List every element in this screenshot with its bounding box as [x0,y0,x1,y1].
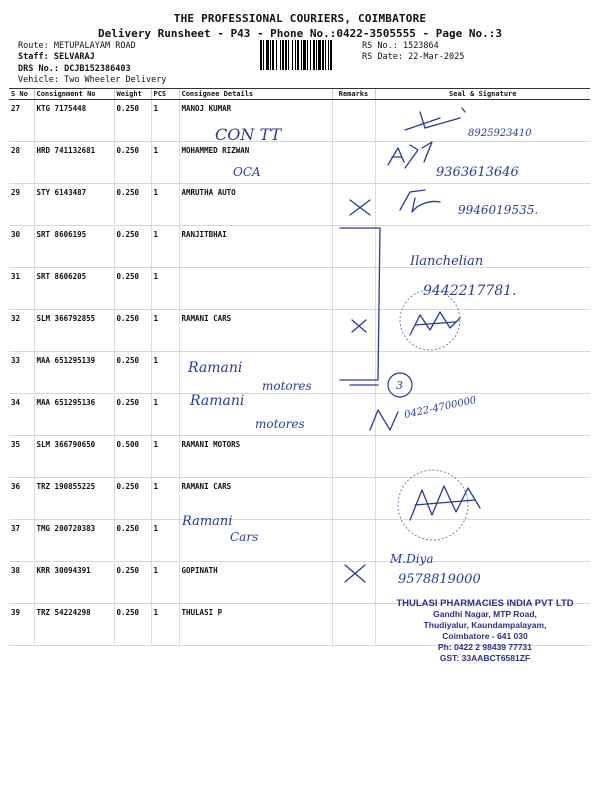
seal-signature-cell [375,352,590,394]
weight-cell: 0.250 [114,142,151,184]
consignment-cell: TRZ 54224298 [34,604,114,646]
weight-cell: 0.250 [114,352,151,394]
seal-signature-cell [375,142,590,184]
runsheet-title: Delivery Runsheet - P43 - Phone No.:0422-3505555 - Page No.:3 [98,27,502,40]
barcode [260,40,353,70]
hw-row28-phone: 9363613646 [436,165,519,180]
remarks-cell [332,310,375,352]
consignee-cell [179,268,332,310]
hw-row28-consignee: OCA [233,165,261,179]
consignee-cell: RAMANI MOTORS [179,436,332,478]
remarks-cell [332,436,375,478]
seal-signature-cell [375,310,590,352]
drs-label: DRS No.: [18,64,59,74]
seal-signature-cell [375,268,590,310]
route-line [18,41,136,51]
table-row [9,310,590,352]
pcs-cell: 1 [151,184,179,226]
sno-cell: 38 [9,562,34,604]
remarks-cell [332,268,375,310]
sno-cell: 39 [9,604,34,646]
seal-signature-cell [375,100,590,142]
hw-row37-consignee-2: Cars [230,530,259,544]
hw-row34-consignee: Ramani [190,393,245,409]
weight-cell: 0.250 [114,604,151,646]
pcs-cell: 1 [151,520,179,562]
rs-no-value: 1523864 [402,41,439,51]
pcs-cell: 1 [151,478,179,520]
col-header-seal: Seal & Signature [375,89,590,100]
remarks-cell [332,100,375,142]
drs-line [18,64,131,74]
hw-row34-consignee-2: motores [255,417,305,431]
rs-date-label: RS Date: [362,52,403,62]
vehicle-label: Vehicle: [18,75,59,85]
table-row [9,142,590,184]
sno-cell: 27 [9,100,34,142]
table-row [9,184,590,226]
table-header-row [9,89,590,100]
consignment-cell: SLM 366790650 [34,436,114,478]
seal-signature-cell [375,436,590,478]
consignment-cell: MAA 651295136 [34,394,114,436]
hw-row38-phone: 9578819000 [398,572,481,587]
remarks-cell [332,352,375,394]
weight-cell: 0.500 [114,436,151,478]
hw-row30-name: Ilanchelian [410,254,484,269]
stamp-name: THULASI PHARMACIES INDIA PVT LTD [396,598,574,609]
weight-cell: 0.250 [114,268,151,310]
consignee-cell: THULASI P [179,604,332,646]
pcs-cell: 1 [151,310,179,352]
weight-cell: 0.250 [114,310,151,352]
pcs-cell: 1 [151,268,179,310]
route-value: METUPALAYAM ROAD [53,41,136,51]
weight-cell: 0.250 [114,394,151,436]
sno-cell: 35 [9,436,34,478]
runsheet-table [9,88,590,646]
sno-cell: 30 [9,226,34,268]
table-row [9,268,590,310]
staff-label: Staff: [18,52,49,62]
hw-row27-consignee: CON TT [215,125,282,144]
consignee-cell [179,520,332,562]
seal-signature-cell [375,478,590,520]
company-name: THE PROFESSIONAL COURIERS, COIMBATORE [173,12,427,25]
route-label: Route: [18,41,49,51]
consignee-cell: RANJITBHAI [179,226,332,268]
remarks-cell [332,520,375,562]
hw-row34-count: 3 [396,379,403,392]
stamp-line3: Coimbatore - 641 030 [442,631,528,641]
col-header-consignment: Consignment No [34,89,114,100]
consignment-cell: SRT 8606195 [34,226,114,268]
hw-row27-phone: 8925923410 [468,128,532,139]
pcs-cell: 1 [151,394,179,436]
hw-row33-consignee-2: motores [262,379,312,393]
consignee-cell: AMRUTHA AUTO [179,184,332,226]
hw-row31-phone: 9442217781. [423,283,517,299]
col-header-consignee: Consignee Details [179,89,332,100]
weight-cell: 0.250 [114,226,151,268]
rs-no-label: RS No.: [362,41,398,51]
consignee-cell: MANOJ KUMAR [179,100,332,142]
sno-cell: 32 [9,310,34,352]
weight-cell: 0.250 [114,184,151,226]
hw-row29-phone: 9946019535. [458,203,539,217]
sno-cell: 37 [9,520,34,562]
pcs-cell: 1 [151,604,179,646]
consignment-cell: TRZ 190855225 [34,478,114,520]
pcs-cell: 1 [151,142,179,184]
sno-cell: 34 [9,394,34,436]
table-row [9,226,590,268]
sno-cell: 29 [9,184,34,226]
col-header-remarks: Remarks [332,89,375,100]
seal-signature-cell [375,184,590,226]
consignment-cell: SRT 8606205 [34,268,114,310]
rs-date-value: 22-Mar-2025 [408,52,465,62]
col-header-sno: S No [9,89,34,100]
table-row [9,520,590,562]
rs-no-line [362,41,439,51]
table-row [9,100,590,142]
staff-line [18,52,95,62]
hw-row38-name: M.Diya [390,552,434,566]
col-header-pcs: PCS [151,89,179,100]
pcs-cell: 1 [151,352,179,394]
consignment-cell: HRD 741132681 [34,142,114,184]
remarks-cell [332,394,375,436]
stamp-line5: GST: 33AABCT6581ZF [439,653,531,663]
consignee-cell [179,352,332,394]
consignee-cell: GOPINATH [179,562,332,604]
stamp-line1: Gandhi Nagar, MTP Road, [433,609,537,619]
stamp-line2: Thudiyalur, Kaundampalayam, [423,620,547,630]
table-row [9,352,590,394]
weight-cell: 0.250 [114,520,151,562]
pcs-cell: 1 [151,436,179,478]
drs-value: DCJB152386403 [64,64,131,74]
weight-cell: 0.250 [114,478,151,520]
sno-cell: 36 [9,478,34,520]
consignee-cell [179,394,332,436]
hw-row37-consignee: Ramani [182,514,233,529]
consignment-cell: KTG 7175448 [34,100,114,142]
remarks-cell [332,604,375,646]
weight-cell: 0.250 [114,562,151,604]
consignee-cell: RAMANI CARS [179,478,332,520]
consignment-cell: TMG 200720383 [34,520,114,562]
pcs-cell: 1 [151,562,179,604]
consignment-cell: STY 6143487 [34,184,114,226]
remarks-cell [332,142,375,184]
company-stamp [385,598,585,664]
remarks-cell [332,478,375,520]
pcs-cell: 1 [151,226,179,268]
consignee-cell: RAMANI CARS [179,310,332,352]
hw-row33-consignee: Ramani [188,360,243,376]
consignee-cell: MOHAMMED RIZWAN [179,142,332,184]
seal-signature-cell [375,520,590,562]
table-row [9,436,590,478]
sno-cell: 31 [9,268,34,310]
sno-cell: 33 [9,352,34,394]
consignment-cell: KRR 30094391 [34,562,114,604]
sno-cell: 28 [9,142,34,184]
table-row [9,394,590,436]
remarks-cell [332,184,375,226]
consignment-cell: SLM 366792855 [34,310,114,352]
rs-date-line [362,52,464,62]
pcs-cell: 1 [151,100,179,142]
seal-signature-cell [375,394,590,436]
remarks-cell [332,562,375,604]
col-header-weight: Weight [114,89,151,100]
stamp-line4: Ph: 0422 2 98439 77731 [437,642,533,652]
vehicle-value: Two Wheeler Delivery [64,75,167,85]
consignment-cell: MAA 651295139 [34,352,114,394]
table-row [9,478,590,520]
vehicle-line [18,75,166,85]
remarks-cell [332,226,375,268]
weight-cell: 0.250 [114,100,151,142]
seal-signature-cell [375,226,590,268]
hw-row35-phone: 0422-4700000 [403,394,478,421]
staff-value: SELVARAJ [53,52,95,62]
